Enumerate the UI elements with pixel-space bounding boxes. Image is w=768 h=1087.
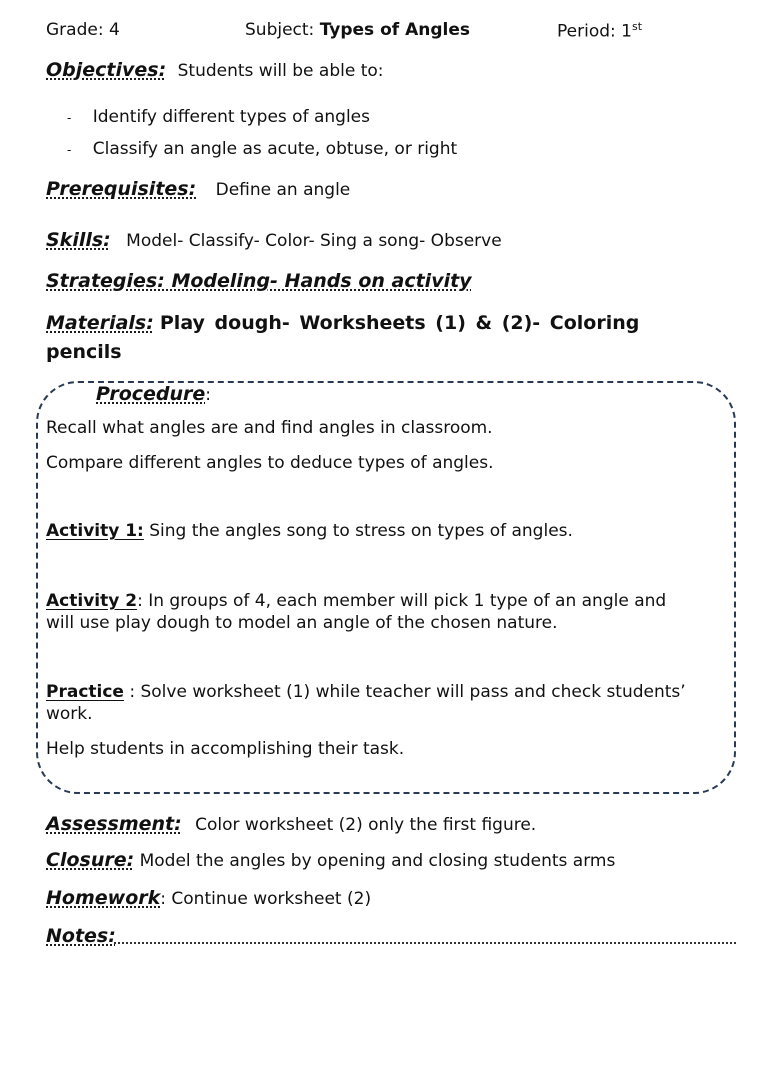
activity2-label: Activity 2	[46, 591, 138, 611]
bullet-dash: -	[67, 111, 72, 125]
skills-heading: Skills:	[46, 229, 111, 251]
materials-text: Play dough- Worksheets (1) & (2)- Coloring	[159, 312, 640, 334]
assessment-row	[46, 813, 536, 835]
homework-text: : Continue worksheet (2)	[160, 889, 372, 909]
practice-label: Practice	[46, 682, 124, 702]
strategies-row	[46, 270, 472, 292]
prerequisites-text: Define an angle	[215, 180, 351, 200]
homework-heading: Homework	[46, 887, 161, 909]
procedure-colon: :	[205, 385, 212, 405]
homework-row	[46, 887, 371, 909]
activity1-label: Activity 1:	[46, 521, 144, 541]
objective-item	[67, 107, 370, 127]
assessment-heading: Assessment:	[46, 813, 182, 835]
notes-writing-line	[114, 942, 736, 944]
prerequisites-heading: Prerequisites:	[46, 178, 197, 200]
objectives-row	[46, 59, 384, 81]
period-superscript: st	[631, 20, 643, 33]
practice-text: : Solve worksheet (1) while teacher will pass and check students’	[129, 682, 686, 702]
assessment-text: Color worksheet (2) only the first figure.	[195, 815, 537, 835]
grade-label: Grade:	[46, 20, 104, 40]
objectives-intro: Students will be able to:	[177, 61, 384, 81]
skills-text: Model- Classify- Color- Sing a song- Observe	[126, 231, 502, 251]
activity1-text: Sing the angles song to stress on types of angles.	[149, 521, 573, 541]
procedure-heading-row	[92, 383, 215, 405]
materials-row	[46, 312, 639, 334]
bullet-dash: -	[67, 143, 72, 157]
objective-text: Identify different types of angles	[92, 107, 370, 127]
objective-item	[67, 139, 457, 159]
objective-text: Classify an angle as acute, obtuse, or right	[92, 139, 458, 159]
closure-row	[46, 849, 615, 871]
procedure-heading: Procedure	[96, 383, 206, 405]
procedure-box	[36, 381, 736, 794]
header-period	[557, 20, 642, 42]
activity2-row	[46, 591, 666, 611]
procedure-recall: Recall what angles are and find angles in classroom.	[46, 418, 493, 438]
activity2-text: : In groups of 4, each member will pick 1 type of an angle and	[137, 591, 667, 611]
subject-value: Types of Angles	[319, 20, 470, 40]
materials-heading: Materials:	[46, 312, 154, 334]
period-label: Period:	[557, 21, 616, 42]
materials-text-continued: pencils	[46, 341, 122, 363]
skills-row	[46, 229, 502, 251]
activity1-row	[46, 521, 573, 541]
subject-label: Subject:	[245, 20, 315, 40]
procedure-compare: Compare different angles to deduce types of angles.	[46, 453, 494, 473]
header-grade	[46, 20, 120, 40]
practice-text-continued: work.	[46, 704, 93, 724]
activity2-text-continued: will use play dough to model an angle of the chosen nature.	[46, 613, 558, 633]
practice-row	[46, 682, 686, 702]
notes-heading: Notes:	[46, 925, 116, 947]
closure-heading: Closure:	[46, 849, 135, 871]
header-subject	[245, 20, 470, 40]
procedure-help: Help students in accomplishing their task.	[46, 739, 405, 759]
period-value: 1	[621, 21, 632, 42]
notes-row	[46, 925, 116, 947]
objectives-heading: Objectives:	[46, 59, 167, 81]
strategies-heading: Strategies: Modeling- Hands on activity	[46, 270, 472, 292]
closure-text: Model the angles by opening and closing students arms	[139, 851, 616, 871]
prerequisites-row	[46, 178, 350, 200]
grade-value: 4	[108, 20, 120, 40]
